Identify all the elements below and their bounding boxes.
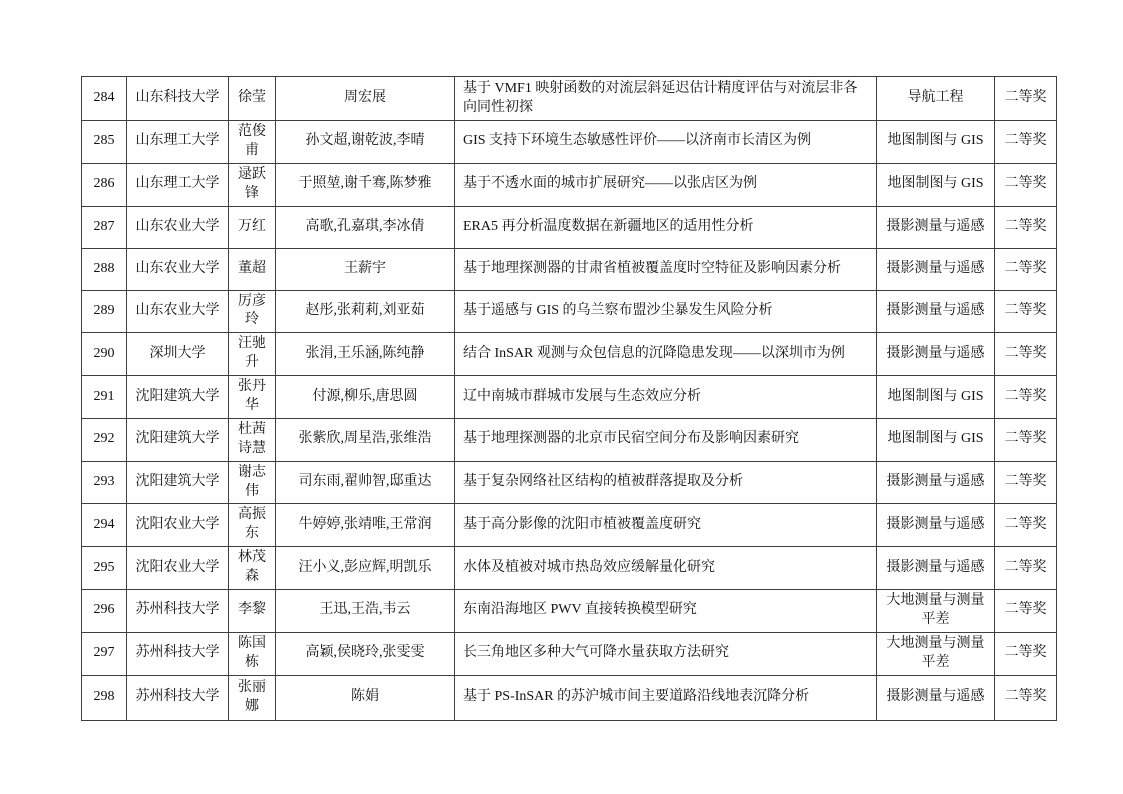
cell-award: 二等奖 [995,504,1057,547]
cell-category: 摄影测量与遥感 [877,675,995,720]
cell-leader: 张丹华 [229,376,276,419]
cell-members: 付源,柳乐,唐思圆 [276,376,455,419]
cell-leader: 李黎 [229,590,276,633]
cell-category: 地图制图与 GIS [877,376,995,419]
cell-leader: 张丽娜 [229,675,276,720]
cell-category: 大地测量与测量平差 [877,590,995,633]
cell-category: 地图制图与 GIS [877,418,995,461]
cell-title: 基于高分影像的沈阳市植被覆盖度研究 [455,504,877,547]
table-row [82,632,1057,675]
cell-university: 沈阳农业大学 [127,504,229,547]
cell-members: 赵彤,张莉莉,刘亚茹 [276,290,455,333]
cell-university: 沈阳建筑大学 [127,418,229,461]
table-row [82,675,1057,720]
cell-university: 山东农业大学 [127,206,229,248]
cell-no: 284 [82,77,127,121]
cell-leader: 徐莹 [229,77,276,121]
cell-award: 二等奖 [995,206,1057,248]
cell-university: 山东农业大学 [127,248,229,290]
cell-title: 基于地理探测器的甘肃省植被覆盖度时空特征及影响因素分析 [455,248,877,290]
cell-leader: 董超 [229,248,276,290]
cell-members: 陈娟 [276,675,455,720]
cell-award: 二等奖 [995,333,1057,376]
cell-category: 地图制图与 GIS [877,121,995,164]
cell-university: 山东理工大学 [127,163,229,206]
table-row [82,248,1057,290]
table-row [82,504,1057,547]
cell-category: 摄影测量与遥感 [877,333,995,376]
cell-award: 二等奖 [995,290,1057,333]
cell-award: 二等奖 [995,418,1057,461]
cell-university: 苏州科技大学 [127,675,229,720]
cell-members: 高歌,孔嘉琪,李冰倩 [276,206,455,248]
cell-title: 基于 PS-InSAR 的苏沪城市间主要道路沿线地表沉降分析 [455,675,877,720]
table-row [82,461,1057,504]
cell-no: 288 [82,248,127,290]
cell-no: 298 [82,675,127,720]
cell-members: 汪小义,彭应辉,明凯乐 [276,547,455,590]
cell-leader: 杜茜诗慧 [229,418,276,461]
cell-category: 导航工程 [877,77,995,121]
cell-no: 293 [82,461,127,504]
cell-university: 沈阳农业大学 [127,547,229,590]
cell-award: 二等奖 [995,675,1057,720]
cell-no: 285 [82,121,127,164]
cell-university: 苏州科技大学 [127,590,229,633]
cell-title: 基于不透水面的城市扩展研究——以张店区为例 [455,163,877,206]
cell-title: 基于 VMF1 映射函数的对流层斜延迟估计精度评估与对流层非各向同性初探 [455,77,877,121]
cell-no: 286 [82,163,127,206]
cell-leader: 汪驰升 [229,333,276,376]
awards-table-body [82,77,1057,721]
cell-members: 高颖,侯晓玲,张雯雯 [276,632,455,675]
cell-no: 296 [82,590,127,633]
cell-members: 牛婷婷,张靖唯,王常润 [276,504,455,547]
table-row [82,547,1057,590]
cell-award: 二等奖 [995,547,1057,590]
cell-university: 山东农业大学 [127,290,229,333]
cell-members: 王迅,王浩,韦云 [276,590,455,633]
cell-university: 沈阳建筑大学 [127,461,229,504]
cell-leader: 林茂森 [229,547,276,590]
cell-title: 结合 InSAR 观测与众包信息的沉降隐患发现——以深圳市为例 [455,333,877,376]
table-row [82,206,1057,248]
cell-leader: 范俊甫 [229,121,276,164]
cell-title: 长三角地区多种大气可降水量获取方法研究 [455,632,877,675]
cell-award: 二等奖 [995,590,1057,633]
table-row [82,77,1057,121]
cell-no: 289 [82,290,127,333]
cell-members: 周宏展 [276,77,455,121]
cell-title: GIS 支持下环境生态敏感性评价——以济南市长清区为例 [455,121,877,164]
cell-title: 辽中南城市群城市发展与生态效应分析 [455,376,877,419]
cell-no: 292 [82,418,127,461]
cell-category: 摄影测量与遥感 [877,504,995,547]
cell-university: 苏州科技大学 [127,632,229,675]
cell-category: 摄影测量与遥感 [877,461,995,504]
cell-award: 二等奖 [995,248,1057,290]
cell-no: 294 [82,504,127,547]
cell-members: 王薪宇 [276,248,455,290]
cell-no: 290 [82,333,127,376]
cell-leader: 厉彦玲 [229,290,276,333]
cell-category: 摄影测量与遥感 [877,547,995,590]
cell-leader: 逯跃锋 [229,163,276,206]
cell-members: 张涓,王乐涵,陈纯静 [276,333,455,376]
cell-members: 于照堃,谢千骞,陈梦雅 [276,163,455,206]
cell-members: 孙文超,谢乾波,李晴 [276,121,455,164]
cell-no: 297 [82,632,127,675]
cell-university: 山东理工大学 [127,121,229,164]
cell-title: 基于遥感与 GIS 的乌兰察布盟沙尘暴发生风险分析 [455,290,877,333]
cell-university: 深圳大学 [127,333,229,376]
cell-title: ERA5 再分析温度数据在新疆地区的适用性分析 [455,206,877,248]
awards-table [81,76,1057,721]
cell-title: 基于复杂网络社区结构的植被群落提取及分析 [455,461,877,504]
cell-leader: 高振东 [229,504,276,547]
cell-category: 地图制图与 GIS [877,163,995,206]
cell-award: 二等奖 [995,163,1057,206]
cell-title: 基于地理探测器的北京市民宿空间分布及影响因素研究 [455,418,877,461]
cell-leader: 谢志伟 [229,461,276,504]
cell-members: 司东雨,翟帅智,邸重达 [276,461,455,504]
table-row [82,121,1057,164]
table-row [82,590,1057,633]
cell-category: 摄影测量与遥感 [877,206,995,248]
cell-university: 沈阳建筑大学 [127,376,229,419]
cell-university: 山东科技大学 [127,77,229,121]
table-row [82,290,1057,333]
cell-award: 二等奖 [995,632,1057,675]
cell-leader: 万红 [229,206,276,248]
cell-title: 水体及植被对城市热岛效应缓解量化研究 [455,547,877,590]
cell-no: 295 [82,547,127,590]
cell-category: 摄影测量与遥感 [877,290,995,333]
cell-award: 二等奖 [995,121,1057,164]
cell-members: 张紫欣,周星浩,张维浩 [276,418,455,461]
table-row [82,333,1057,376]
table-row [82,163,1057,206]
cell-title: 东南沿海地区 PWV 直接转换模型研究 [455,590,877,633]
cell-leader: 陈国栋 [229,632,276,675]
cell-award: 二等奖 [995,376,1057,419]
table-row [82,418,1057,461]
table-row [82,376,1057,419]
cell-award: 二等奖 [995,461,1057,504]
cell-category: 摄影测量与遥感 [877,248,995,290]
cell-no: 287 [82,206,127,248]
cell-no: 291 [82,376,127,419]
cell-award: 二等奖 [995,77,1057,121]
cell-category: 大地测量与测量平差 [877,632,995,675]
